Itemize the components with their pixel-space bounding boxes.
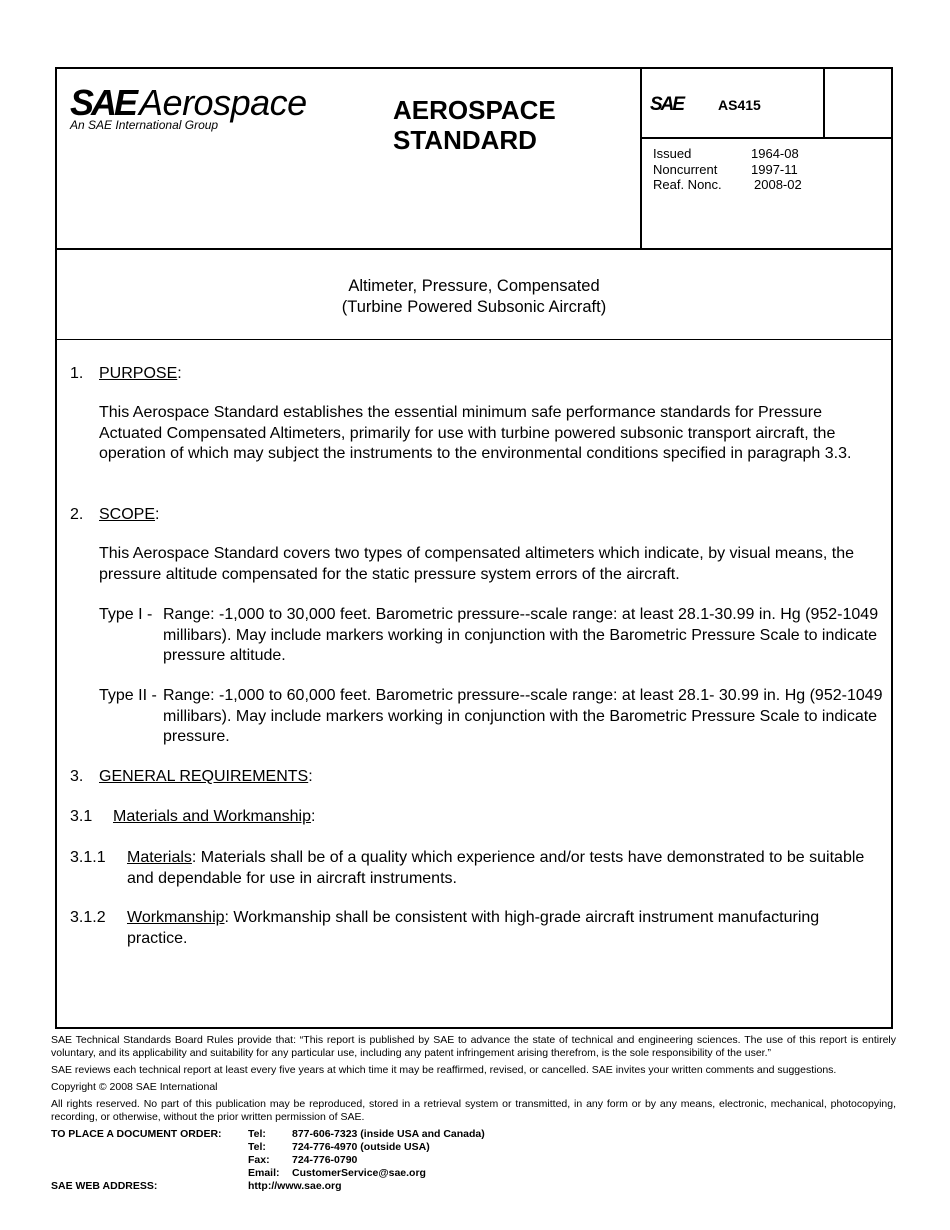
workmanship-paragraph <box>127 908 827 949</box>
date-value: 2008-02 <box>754 177 802 192</box>
section-heading-materials-workmanship <box>113 807 315 828</box>
logo-subtitle: An SAE International Group <box>70 118 219 132</box>
section-number: 3.1 <box>70 808 93 825</box>
docnum-box-divider <box>823 67 825 139</box>
section-number: 1. <box>70 365 84 382</box>
web-address-link[interactable]: http://www.sae.org <box>248 1180 342 1192</box>
docnum-divider <box>640 137 893 139</box>
document-dates <box>653 146 802 193</box>
date-value: 1964-08 <box>751 146 799 161</box>
paragraph-text: : Workmanship shall be consistent with high-grade aircraft instrument manufacturing practice. <box>127 909 820 947</box>
contact-label: Tel: <box>248 1128 266 1140</box>
section-number: 3.1.1 <box>70 849 106 866</box>
logo-aerospace-text: Aerospace <box>139 82 307 123</box>
contact-value: 877-606-7323 (inside USA and Canada) <box>292 1128 485 1140</box>
heading-text: PURPOSE <box>99 365 178 382</box>
heading-colon: : <box>155 506 160 523</box>
date-label: Reaf. Nonc. <box>653 177 722 192</box>
contact-label: Fax: <box>248 1154 270 1166</box>
footer-copyright: Copyright © 2008 SAE International <box>51 1081 218 1093</box>
contact-email-link[interactable]: CustomerService@sae.org <box>292 1167 426 1179</box>
purpose-paragraph: This Aerospace Standard establishes the essential minimum safe performance standards for Pressure Actuated Compensated Altimeters, primarily for use with turbine powered subsonic transport aircraft, the operation of which may subject the instruments to the environmental conditions specified in paragraph 3.3. <box>99 404 852 462</box>
logo-sae-text: SAE <box>70 82 136 123</box>
footer-review: SAE reviews each technical report at least every five years at which time it may be reaffirmed, revised, or cancelled. SAE invites your written comments and suggestions. <box>51 1064 837 1076</box>
contact-label: Email: <box>248 1167 280 1179</box>
section-heading-general-requirements <box>99 767 313 788</box>
document-type <box>393 95 556 155</box>
footer-rights: All rights reserved. No part of this publication may be reproduced, stored in a retrieval system or transmitted, in any form or by any means, electronic, mechanical, photocopying, recording, or otherwise, without the prior written permission of SAE. <box>51 1098 896 1123</box>
document-title <box>57 276 891 318</box>
section-heading-purpose <box>99 364 182 385</box>
document-type-line1: AEROSPACE <box>393 95 556 125</box>
type1-label: Type I - <box>99 606 153 623</box>
date-row-noncurrent <box>653 162 802 178</box>
section-number: 3.1.2 <box>70 909 106 926</box>
footer-rules: SAE Technical Standards Board Rules provide that: “This report is published by SAE to advance the state of technical and engineering sciences. The use of this report is entirely voluntary, and its applicability and suitability for any particular use, including any patent infringement arising therefrom, is the sole responsibility of the user.” <box>51 1034 896 1059</box>
document-number: AS415 <box>718 97 761 113</box>
section-number: 2. <box>70 506 84 523</box>
order-label: TO PLACE A DOCUMENT ORDER: <box>51 1128 222 1140</box>
heading-text: GENERAL REQUIREMENTS <box>99 768 309 785</box>
title-line2: (Turbine Powered Subsonic Aircraft) <box>341 298 607 316</box>
header-divider <box>55 248 893 250</box>
document-type-line2: STANDARD <box>393 125 537 155</box>
heading-text: Materials and Workmanship <box>113 808 312 825</box>
date-value: 1997-11 <box>751 161 798 177</box>
sae-mini-logo: SAE <box>650 94 684 115</box>
heading-text: Workmanship <box>127 909 225 926</box>
contact-value: 724-776-4970 (outside USA) <box>292 1141 430 1153</box>
header-vertical-divider <box>640 67 642 250</box>
sae-aerospace-logo <box>70 84 307 132</box>
contact-label: Tel: <box>248 1141 266 1153</box>
materials-paragraph <box>127 848 872 889</box>
section-number: 3. <box>70 768 84 785</box>
web-address-label: SAE WEB ADDRESS: <box>51 1180 158 1192</box>
heading-text: Materials <box>127 849 192 866</box>
date-label: Issued <box>653 146 692 161</box>
heading-colon: : <box>177 365 182 382</box>
type2-text: Range: -1,000 to 60,000 feet. Barometric pressure--scale range: at least 28.1- 30.99 in. Hg (952-1049 millibars). May include markers working in conjunction with the Barometric Pressure Scale to indicate pressure. <box>163 687 883 745</box>
title-line1: Altimeter, Pressure, Compensated <box>348 277 600 295</box>
scope-paragraph: This Aerospace Standard covers two types of compensated altimeters which indicate, by visual means, the pressure altitude compensated for the static pressure system errors of the aircraft. <box>99 545 855 583</box>
heading-colon: : <box>308 768 313 785</box>
section-heading-scope <box>99 505 159 526</box>
title-divider <box>55 339 893 340</box>
type1-text: Range: -1,000 to 30,000 feet. Barometric pressure--scale range: at least 28.1-30.99 in. Hg (952-1049 millibars). May include markers working in conjunction with the Barometric Pressure Scale to indicate pressure altitude. <box>163 606 879 664</box>
heading-text: SCOPE <box>99 506 156 523</box>
date-row-issued <box>653 146 802 162</box>
paragraph-text: : Materials shall be of a quality which experience and/or tests have demonstrated to be suitable and dependable for use in aircraft instruments. <box>127 849 865 887</box>
date-row-reaffirmed <box>653 177 802 193</box>
type2-label: Type II - <box>99 687 157 704</box>
date-label: Noncurrent <box>653 161 718 177</box>
contact-value: 724-776-0790 <box>292 1154 358 1166</box>
heading-colon: : <box>311 808 316 825</box>
